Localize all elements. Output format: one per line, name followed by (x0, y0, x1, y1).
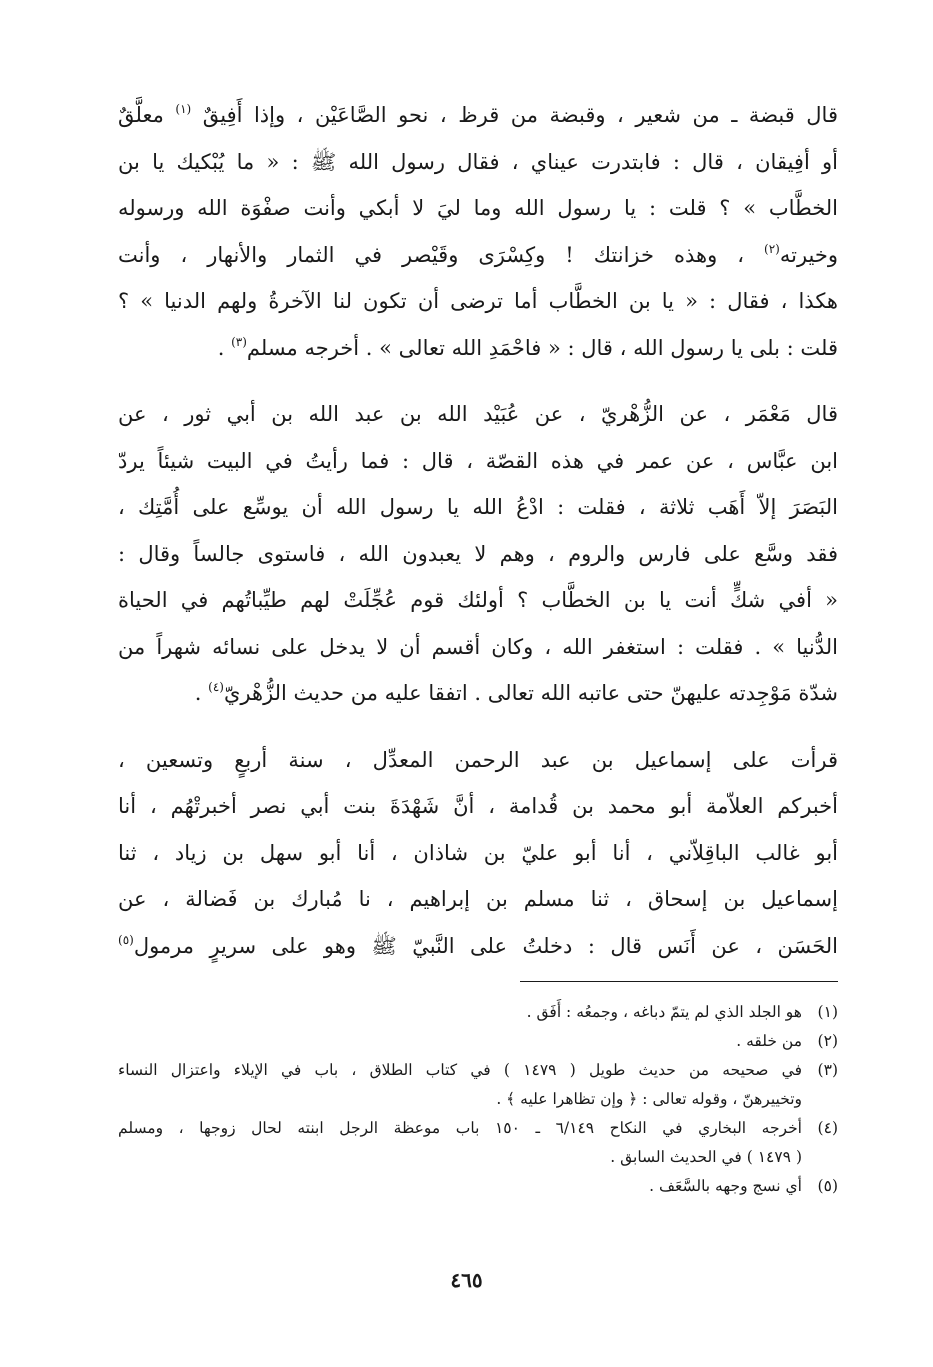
footnote-text: وتخييرهنّ ، وقوله تعالى : ﴿ وإن تظاهرا عليه ﴾ . (496, 1090, 802, 1108)
text-line: قال مَعْمَر ، عن الزُّهْريّ ، عن عُبَيْد الله بن عبد الله بن أبي ثور ، عن (118, 402, 838, 426)
footnote-number: (٣) (817, 1061, 838, 1079)
footnote-text: في صحيحه من حديث طويل ( ١٤٧٩ ) في كتاب الطلاق ، باب في الإيلاء واعتزال النساء (118, 1061, 803, 1079)
text-line: قرأت على إسماعيل بن عبد الرحمن المعدِّل ، سنة أربعٍ وتسعين ، (118, 747, 838, 772)
book-page (118, 92, 838, 1201)
text-line: ابن عبَّاس ، عن عمر في هذه القصّة ، قال : فما رأيتُ في البيت شيئاً يردّ (118, 448, 838, 473)
text-line: وخيرته$^{(٢)}$ ، وهذه خزانتك ! وكِسْرَى وقَيْصر في الثمار والأنهار ، وأنت (118, 241, 838, 267)
text-line: الحَسَن ، عن أَنَس قال : دخلتُ على النَّبيّ ﷺ وهو على سريرٍ مرمول$^{(٥)}$ (118, 932, 838, 958)
text-line: البَصَرَ إلاّ أَهَب ثلاثة ، فقلت : ادْعُ الله يا رسول الله أن يوسِّع على أُمَّتِك ، (118, 495, 838, 519)
paragraph-1 (118, 92, 838, 371)
footnote-text: أخرجه البخاري في النكاح ٦/١٤٩ ـ ١٥٠ باب موعظة الرجل ابنته لحال زوجها ، ومسلم (118, 1119, 802, 1137)
footnote-separator (520, 981, 838, 982)
text-line: الدُّنيا » . فقلت : استغفر الله ، وكان أقسم أن لا يدخل على نسائه شهراً من (118, 634, 838, 659)
footnote-number: (٤) (817, 1119, 838, 1137)
footnote-2 (118, 1027, 838, 1056)
footnote-number: (٥) (817, 1177, 838, 1195)
text-line: « أفي شكٍّ أنت يا بن الخطَّاب ؟ أولئك قوم عُجِّلَتْ لهم طيِّباتُهم في الحياة (118, 588, 838, 612)
text-line: هكذا ، فقال : « يا بن الخطَّاب أما ترضى أن تكون لنا الآخرةُ ولهم الدنيا » ؟ (118, 289, 838, 313)
footnote-text: من خلقه . (736, 1032, 802, 1050)
footnote-ref: (٥) (118, 932, 134, 947)
footnote-number: (١) (817, 1003, 838, 1021)
page-number: ٤٦٥ (450, 1268, 483, 1292)
text-line: قال قبضة ـ من شعير ، وقبضة من قرظ ، نحو الصَّاعَيْن ، وإذا أَفِيقٌ $^{(١)}$ معلَّقٌ (118, 102, 838, 127)
footnote-text: ( ١٤٧٩ ) في الحديث السابق . (610, 1148, 802, 1166)
footnote-ref: (٢) (764, 241, 780, 256)
footnotes (118, 998, 838, 1201)
text-line: أبو غالب الباقِلاّني ، أنا أبو عليّ بن شاذان ، أنا أبو سهل بن زياد ، ثنا (118, 840, 838, 865)
footnote-text: أي نسج وجهه بالسَّعَف . (649, 1177, 802, 1195)
text-line: الخطَّاب » ؟ قلت : يا رسول الله وما ليَ لا أبكي وأنت صفْوَة الله ورسوله (118, 196, 838, 220)
text-line: فقد وسَّع على فارس والروم ، وهم لا يعبدون الله ، فاستوى جالساً وقال : (118, 541, 838, 566)
footnote-4 (118, 1114, 838, 1172)
footnote-ref: (١) (175, 102, 192, 116)
paragraph-3 (118, 737, 838, 970)
footnote-number: (٢) (817, 1032, 838, 1050)
footnote-1 (118, 998, 838, 1027)
text-line: شدّة مَوْجِدته عليهنّ حتى عاتبه الله تعالى . اتفقا عليه من حديث الزُّهْريّ$^{(٤)}$ . (194, 680, 838, 705)
footnote-text: هو الجلد الذي لم يتمّ دباغه ، وجمعُه : أَفَق . (526, 1003, 802, 1021)
text-line: أخبركم العلاّمة أبو محمد بن قُدامة ، أنَّ شَهْدَةَ بنت أبي نصر أخبرتْهُم ، أنا (118, 794, 838, 818)
footnote-ref: (٣) (231, 334, 247, 349)
footnote-5 (118, 1172, 838, 1201)
text-line: قلت : بلى يا رسول الله ، قال : « فاحْمَدِ الله تعالى » . أخرجه مسلم$^{(٣)}$ . (217, 334, 838, 360)
text-line: إسماعيل بن إسحاق ، ثنا مسلم بن إبراهيم ، نا مُبارك بن فَضالة ، عن (118, 887, 838, 911)
paragraph-2 (118, 391, 838, 717)
footnote-3 (118, 1056, 838, 1114)
text-line: أو أفِيقان ، قال : فابتدرت عيناي ، فقال رسول الله ﷺ : « ما يُبْكيك يا بن (118, 149, 838, 174)
footnote-ref: (٤) (208, 680, 224, 694)
